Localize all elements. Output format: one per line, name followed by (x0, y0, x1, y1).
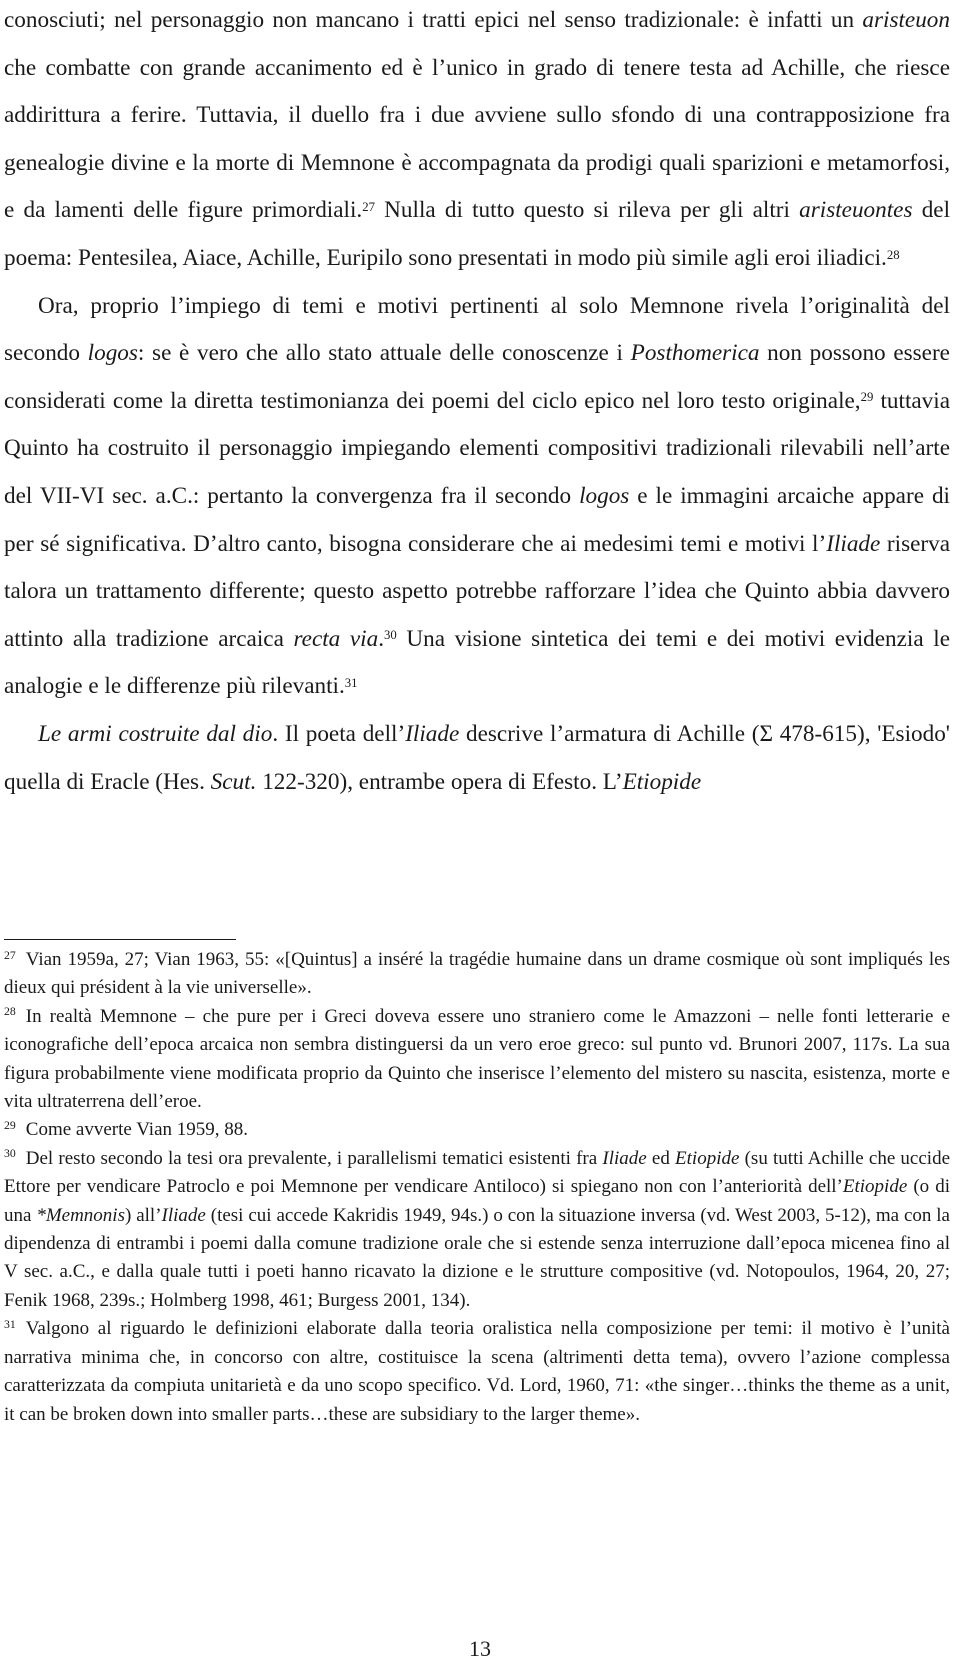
text-run: In realtà Memnone – che pure per i Greci doveva essere uno straniero come le Amazzoni – nelle fonti letterarie e iconografiche dell’epoca arcaica non sembra distinguersi da un vero eroe greco: sul punto vd. Brunori 2007, 117s. La sua figura probabilmente viene modificata proprio da Quinto che inserisce l’elemento del mistero su nascita, esistenza, morte e vita ultraterrena dell’eroe. (4, 1005, 950, 1113)
text-run: ) all’ (124, 1204, 162, 1226)
italic-text: aristeuontes (799, 197, 913, 224)
text-run: . Il poeta dell’ (272, 720, 406, 747)
footnote-31 (4, 1315, 950, 1429)
footnote-number: 29 (4, 1118, 16, 1132)
footnote-29 (4, 1116, 950, 1144)
italic-text: Le armi costruite dal dio (38, 720, 273, 747)
text-run: tuttavia Quinto ha costruito il personaggio impiegando elementi compositivi tradizionali rilevabili nell’arte del VII-VI sec. a.C.: pertanto la convergenza fra il secondo (4, 387, 951, 509)
text-run: non possono essere considerati come la diretta testimonianza dei poemi del ciclo epico nel loro testo originale, (4, 340, 950, 414)
page-number: 13 (469, 1636, 491, 1661)
footnote-30 (4, 1145, 950, 1315)
italic-text: Etiopide (675, 1147, 740, 1169)
footnote-28 (4, 1003, 950, 1117)
italic-text: logos (579, 482, 630, 509)
footnote-ref: 30 (384, 628, 397, 643)
footnote-number: 27 (4, 948, 16, 962)
footnotes (4, 946, 950, 1429)
footnote-number: 30 (4, 1147, 16, 1161)
footnote-ref: 27 (362, 200, 375, 214)
italic-text: Etiopide (622, 768, 702, 795)
footnote-ref: 31 (344, 675, 358, 690)
italic-text: aristeuon (862, 7, 950, 33)
footnote-ref: 29 (860, 390, 874, 405)
footnote-number: 28 (4, 1005, 16, 1019)
text-run: (tesi cui accede Kakridis 1949, 94s.) o con la situazione inversa (vd. West 2003, 5-12), ma con la dipendenza di entrambi i poemi dalla comune tradizione orale che si estende senza interruzione dall’epoca micenea fino al V sec. a.C., e dalla quale tutti i poeti hanno ricavato la dizione e le strutture compositive (vd. Notopoulos, 1964, 20, 27; Fenik 1968, 239s.; Holmberg 1998, 461; Burgess 2001, 134). (4, 1204, 950, 1311)
italic-text: Posthomerica (630, 340, 760, 367)
text-run: riserva talora un trattamento differente; questo aspetto potrebbe rafforzare l’idea che Quinto abbia davvero attinto alla tradizione arcaica (4, 530, 951, 652)
text-run: descrive l’armatura di Achille (Σ 478-615), 'Esiodo' quella di Eracle (Hes. (4, 720, 950, 795)
text-run: . (378, 625, 384, 652)
text-run: Valgono al riguardo le definizioni elaborate dalla teoria oralistica nella composizione per temi: il motivo è l’unità narrativa minima che, in concorso con altre, costituisce la scena (altrimenti detta tema), ovvero l’azione complessa caratterizzata da compiuta unitarietà e da uno scopo specifico. Vd. Lord, 1960, 71: «the singer…thinks the theme as a unit, it can be broken down into smaller parts…these are subsidiary to the larger theme». (4, 1318, 950, 1425)
italic-text: Etiopide (842, 1176, 908, 1198)
italic-text: Iliade (161, 1204, 206, 1226)
text-run: Nulla di tutto questo si rileva per gli altri (374, 197, 800, 224)
italic-text: *Memnonis (36, 1204, 125, 1226)
footnote-separator (4, 939, 236, 940)
text-run: e le immagini arcaiche appare di per sé significativa. D’altro canto, bisogna considerare che ai medesimi temi e motivi l’ (4, 482, 950, 557)
text-run: Come avverte Vian 1959, 88. (25, 1119, 249, 1141)
paragraph-2 (4, 283, 950, 711)
italic-text: recta via (293, 625, 379, 652)
footnote-number: 31 (4, 1317, 16, 1331)
text-run: del poema: Pentesilea, Aiace, Achille, Euripilo sono presentati in modo più simile agli eroi iliadici. (4, 197, 951, 271)
italic-text: Scut. (210, 768, 257, 795)
body-text (4, 0, 950, 806)
text-run: Del resto secondo la tesi ora prevalente, i parallelismi tematici esistenti fra (25, 1147, 603, 1169)
footnote-27 (4, 946, 950, 1003)
text-run: che combatte con grande accanimento ed è l’unico in grado di tenere testa ad Achille, che riesce addirittura a ferire. Tuttavia, il duello fra i due avviene sullo sfondo di una contrapposizione fra genealogie divine e la morte di Memnone è accompagnata da prodigi quali sparizioni e metamorfosi, e da lamenti delle figure primordiali. (4, 54, 950, 224)
text-run: Una visione sintetica dei temi e dei motivi evidenzia le analogie e le differenze più rilevanti. (4, 625, 950, 700)
italic-text: Iliade (602, 1147, 647, 1169)
text-run: Ora, proprio l’impiego di temi e motivi pertinenti al solo Memnone rivela l’originalità del secondo (4, 292, 950, 367)
text-run: ed (646, 1147, 676, 1169)
paragraph-3 (4, 711, 950, 806)
text-run: Vian 1959a, 27; Vian 1963, 55: «[Quintus] a inséré la tragédie humaine dans un drame cosmique où sont impliqués les dieux qui président à la vie universelle». (4, 949, 950, 999)
italic-text: Iliade (826, 530, 881, 557)
italic-text: Iliade (405, 720, 460, 747)
footnote-ref: 28 (886, 247, 900, 262)
text-run: (su tutti Achille che uccide Ettore per vendicare Patroclo e poi Memnone per vendicare Antiloco) si spiegano non con l’anteriorità dell’ (4, 1147, 951, 1198)
text-run: 122-320), entrambe opera di Efesto. L’ (256, 768, 623, 795)
paragraph-1 (4, 0, 950, 283)
italic-text: logos (87, 340, 138, 367)
text-run: (o di una (4, 1176, 950, 1226)
text-run: : se è vero che allo stato attuale delle conoscenze i (137, 340, 631, 367)
text-run: conosciuti; nel personaggio non mancano i tratti epici nel senso tradizionale: è infatti un (4, 7, 863, 33)
